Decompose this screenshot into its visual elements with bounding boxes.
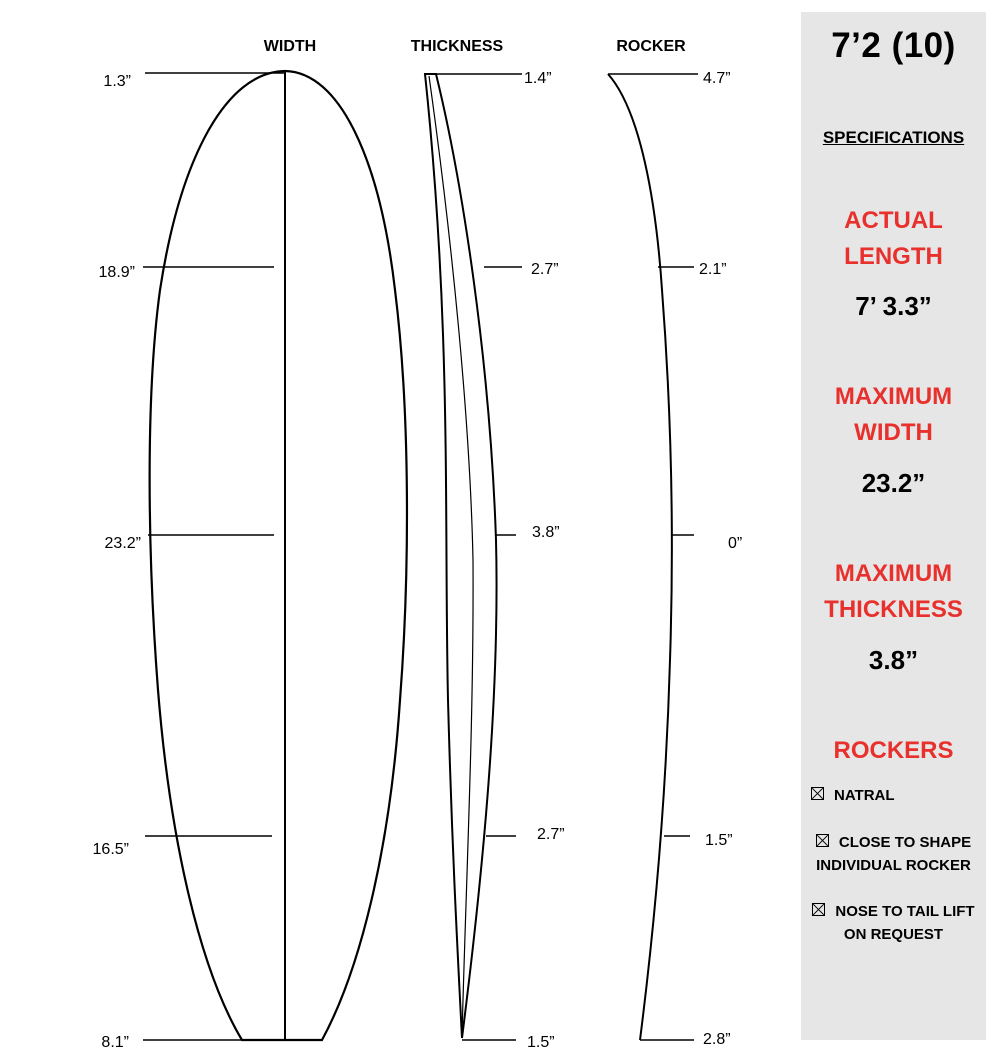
checkbox-icon <box>816 834 829 847</box>
rocker-measure-label: 1.5” <box>705 832 733 849</box>
max-width-label-line1: MAXIMUM <box>834 383 953 410</box>
specifications-heading: SPECIFICATIONS <box>822 128 965 147</box>
rocker-option-nose-to-tail-line2: ON REQUEST <box>843 926 944 943</box>
width-measure-label: 18.9” <box>98 264 135 281</box>
max-thickness-label-line1: MAXIMUM <box>834 560 953 587</box>
rocker-measure-label: 0” <box>728 535 743 552</box>
thickness-column-title: THICKNESS <box>410 38 504 55</box>
board-thickness-profile <box>425 74 497 1038</box>
thickness-measure-label: 1.4” <box>524 70 552 87</box>
thickness-measure-label: 2.7” <box>531 261 559 278</box>
thickness-deck-line <box>429 76 473 1036</box>
thickness-measure-label: 3.8” <box>532 524 560 541</box>
width-column-title: WIDTH <box>263 38 317 55</box>
checkbox-icon <box>812 903 825 916</box>
board-width-outline <box>150 71 407 1040</box>
rocker-measure-label: 4.7” <box>703 70 731 87</box>
board-model-title: 7’2 (10) <box>831 26 956 65</box>
rocker-option-close-to-shape <box>801 831 986 877</box>
width-measure-label: 1.3” <box>103 73 131 90</box>
rocker-measure-label: 2.1” <box>699 261 727 278</box>
actual-length-label-line1: ACTUAL <box>844 207 943 234</box>
width-measure-label: 16.5” <box>92 841 129 858</box>
rocker-column-title: ROCKER <box>616 38 686 55</box>
width-measure-label: 8.1” <box>101 1034 129 1051</box>
max-thickness-value: 3.8” <box>868 645 919 675</box>
rocker-option-nose-to-tail <box>801 900 986 946</box>
thickness-measure-label: 1.5” <box>527 1034 555 1051</box>
max-width-label-line2: WIDTH <box>854 419 933 446</box>
rocker-option-close-to-shape-line1: CLOSE TO SHAPE <box>838 834 972 851</box>
rocker-measure-label: 2.8” <box>703 1031 731 1048</box>
rocker-option-natural <box>801 784 986 807</box>
max-thickness-label-line2: THICKNESS <box>824 596 963 623</box>
rocker-option-nose-to-tail-line1: NOSE TO TAIL LIFT <box>835 903 975 920</box>
thickness-measure-label: 2.7” <box>537 826 565 843</box>
actual-length-label-line2: LENGTH <box>844 243 943 270</box>
max-width-value: 23.2” <box>861 468 926 498</box>
checkbox-icon <box>811 787 824 800</box>
rocker-option-close-to-shape-line2: INDIVIDUAL ROCKER <box>816 857 971 874</box>
board-rocker-curve <box>608 74 672 1040</box>
rockers-label: ROCKERS <box>833 737 954 764</box>
specifications-panel <box>801 12 986 1040</box>
actual-length-value: 7’ 3.3” <box>855 291 932 321</box>
rocker-option-natural-label: NATRAL <box>834 787 895 804</box>
width-measure-label: 23.2” <box>104 535 141 552</box>
